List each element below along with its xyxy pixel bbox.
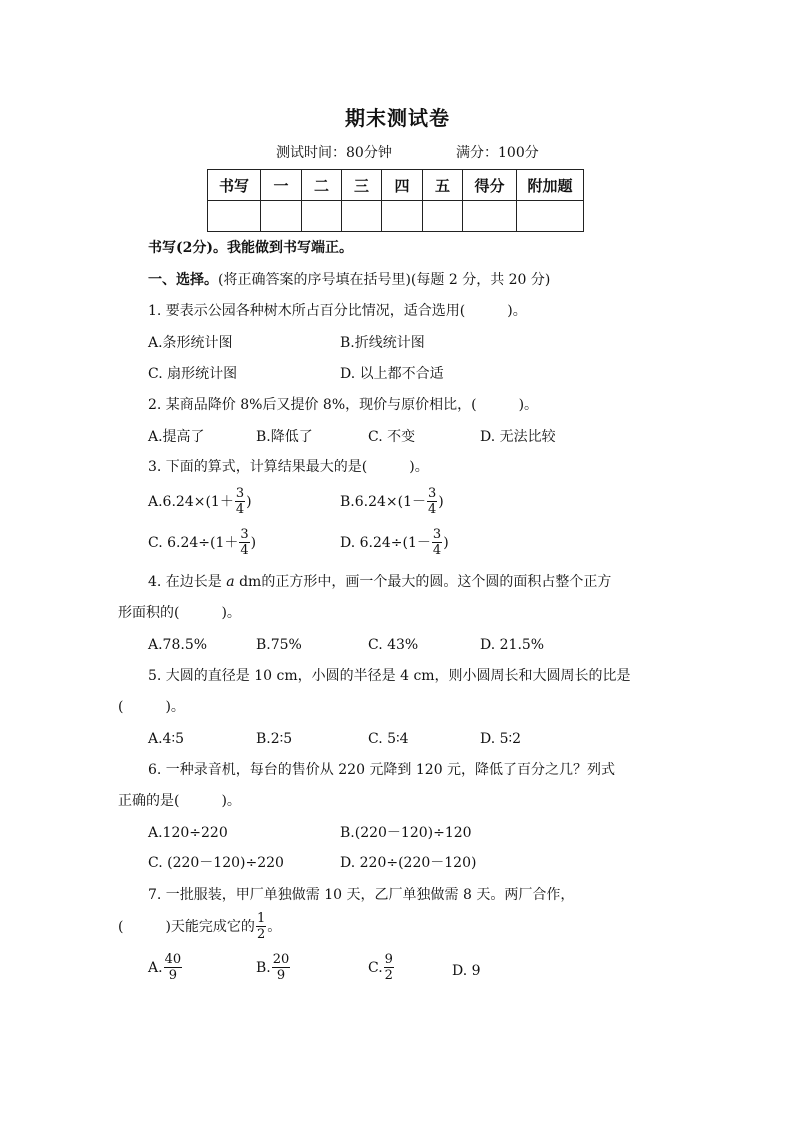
numerator: 9 xyxy=(384,952,393,967)
q1-option-c[interactable]: C. 扇形统计图 xyxy=(148,366,238,382)
q4-option-b[interactable]: B.75% xyxy=(256,637,302,653)
denominator: 4 xyxy=(240,543,249,558)
numerator: 3 xyxy=(240,527,249,542)
q6-option-b[interactable]: B.(220－120)÷120 xyxy=(340,825,472,841)
q3-a-expr: A.6.24×(1＋ xyxy=(148,493,234,510)
blank-cell[interactable] xyxy=(517,201,584,232)
blank-cell[interactable] xyxy=(261,201,302,232)
header-cell: 得分 xyxy=(463,170,517,201)
denominator: 4 xyxy=(235,502,245,517)
q3-b-expr: B.6.24×(1－ xyxy=(340,493,427,510)
q5-option-b[interactable]: B.2∶5 xyxy=(256,731,293,747)
numerator: 20 xyxy=(272,952,290,967)
q2-stem: 2. 某商品降价 8%后又提价 8%，现价与原价相比，( )。 xyxy=(148,397,539,413)
q4-stem-line2: 形面积的( )。 xyxy=(118,605,241,621)
q3-c-expr: C. 6.24÷(1＋ xyxy=(148,534,239,551)
header-cell: 书写 xyxy=(208,170,261,201)
fraction xyxy=(235,487,245,516)
blank-cell[interactable] xyxy=(382,201,423,232)
numerator: 1 xyxy=(256,911,266,926)
q6-stem: 6. 一种录音机，每台的售价从 220 元降到 120 元，降低了百分之几？列式 xyxy=(148,762,616,778)
q6-option-d[interactable]: D. 220÷(220－120) xyxy=(340,855,477,871)
q2-option-a[interactable]: A.提高了 xyxy=(148,429,205,445)
close-paren: ) xyxy=(246,493,252,510)
q2-option-b[interactable]: B.降低了 xyxy=(256,429,313,445)
header-cell: 一 xyxy=(261,170,302,201)
fraction xyxy=(432,528,442,557)
q2-option-d[interactable]: D. 无法比较 xyxy=(480,429,556,445)
close-paren: ) xyxy=(443,534,449,551)
header-cell: 三 xyxy=(342,170,382,201)
q5-stem: 5. 大圆的直径是 10 cm，小圆的半径是 4 cm，则小圆周长和大圆周长的比是 xyxy=(148,668,631,684)
q3-d-expr: D. 6.24÷(1－ xyxy=(340,534,431,551)
numerator: 3 xyxy=(428,486,437,501)
blank-cell[interactable] xyxy=(423,201,463,232)
close-paren: ) xyxy=(250,534,257,551)
blank-cell[interactable] xyxy=(302,201,342,232)
q2-option-c[interactable]: C. 不变 xyxy=(368,429,416,445)
q6-option-a[interactable]: A.120÷220 xyxy=(148,825,228,841)
q7-option-b[interactable] xyxy=(256,953,291,982)
q7-stem: 7. 一批服装，甲厂单独做需 10 天，乙厂单独做需 8 天。两厂合作， xyxy=(148,887,575,903)
score-table-blank-row xyxy=(208,201,584,232)
q3-option-c[interactable] xyxy=(148,528,256,557)
option-letter: C. xyxy=(368,959,383,976)
page-title: 期末测试卷 xyxy=(345,106,450,130)
section-heading xyxy=(148,273,550,287)
q5-option-a[interactable]: A.4∶5 xyxy=(148,731,185,747)
q7-option-c[interactable] xyxy=(368,953,395,982)
section-title: 一、选择。 xyxy=(148,272,218,288)
fraction xyxy=(272,953,291,982)
q1-option-d[interactable]: D. 以上都不合适 xyxy=(340,366,444,382)
writing-note: 书写(2分)。我能做到书写端正。 xyxy=(148,240,353,256)
header-cell: 附加题 xyxy=(517,170,584,201)
q7-line2-text: ( )天能完成它的 xyxy=(118,918,255,935)
q6-option-c[interactable]: C. (220－120)÷220 xyxy=(148,855,284,871)
numerator: 3 xyxy=(432,527,442,542)
header-cell: 五 xyxy=(423,170,463,201)
q4-stem xyxy=(148,575,611,589)
numerator: 40 xyxy=(164,952,182,967)
q4-option-c[interactable]: C. 43% xyxy=(368,637,419,653)
q4-variable: a xyxy=(226,574,235,590)
q7-option-d[interactable]: D. 9 xyxy=(452,963,481,979)
q4-stem-part2: dm的正方形中，画一个最大的圆。这个圆的面积占整个正方 xyxy=(239,574,612,590)
score-table xyxy=(207,169,584,232)
close-paren: ) xyxy=(438,493,444,510)
section-instruction: (将正确答案的序号填在括号里)(每题 2 分，共 20 分) xyxy=(218,272,551,288)
q1-option-a[interactable]: A.条形统计图 xyxy=(148,335,233,351)
score-table-header-row xyxy=(208,170,584,201)
q7-stem-line2 xyxy=(118,912,281,941)
numerator: 3 xyxy=(235,486,245,501)
q3-option-a[interactable] xyxy=(148,487,252,516)
q7-line2-end: 。 xyxy=(267,918,282,935)
header-cell: 二 xyxy=(302,170,342,201)
q4-option-d[interactable]: D. 21.5% xyxy=(480,637,545,653)
denominator: 2 xyxy=(256,927,266,942)
fraction xyxy=(164,953,183,982)
q1-option-b[interactable]: B.折线统计图 xyxy=(340,335,425,351)
q5-option-d[interactable]: D. 5∶2 xyxy=(480,731,522,747)
q4-option-a[interactable]: A.78.5% xyxy=(148,637,208,653)
fraction xyxy=(427,487,437,516)
q7-option-a[interactable] xyxy=(148,953,183,982)
q6-stem-line2: 正确的是( )。 xyxy=(118,793,241,809)
option-letter: A. xyxy=(148,959,163,976)
denominator: 4 xyxy=(432,543,442,558)
q4-stem-part1: 4. 在边长是 xyxy=(148,574,222,590)
fraction xyxy=(256,912,266,941)
denominator: 2 xyxy=(384,968,393,983)
q5-stem-line2: ( )。 xyxy=(118,699,185,715)
denominator: 9 xyxy=(168,968,177,983)
blank-cell[interactable] xyxy=(208,201,261,232)
option-letter: B. xyxy=(256,959,271,976)
fraction xyxy=(384,953,394,982)
full-score: 满分：100分 xyxy=(456,145,539,161)
fraction xyxy=(239,528,249,557)
blank-cell[interactable] xyxy=(342,201,382,232)
q3-option-d[interactable] xyxy=(340,528,449,557)
q5-option-c[interactable]: C. 5∶4 xyxy=(368,731,409,747)
header-cell: 四 xyxy=(382,170,423,201)
denominator: 9 xyxy=(276,968,286,983)
denominator: 4 xyxy=(428,502,437,517)
test-time: 测试时间：80分钟 xyxy=(276,145,392,161)
q1-stem: 1. 要表示公园各种树木所占百分比情况，适合选用( )。 xyxy=(148,303,527,319)
q3-option-b[interactable] xyxy=(340,487,444,516)
q3-stem: 3. 下面的算式，计算结果最大的是( )。 xyxy=(148,459,429,475)
blank-cell[interactable] xyxy=(463,201,517,232)
